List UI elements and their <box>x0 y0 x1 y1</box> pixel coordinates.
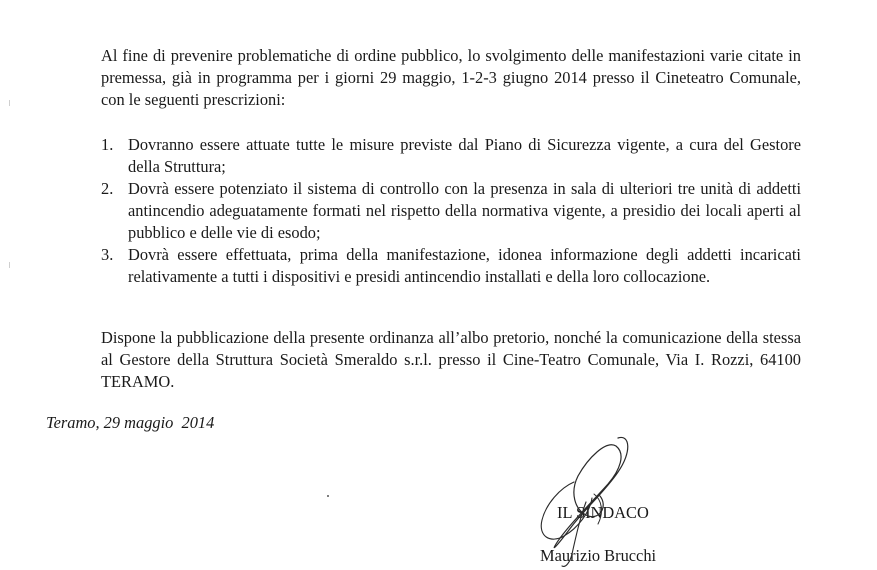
list-item-text: Dovrà essere potenziato il sistema di controllo con la presenza in sala di ulteriori tre unità di addetti antincendio adeguatamente formati nel rispetto della normativa vigente, a presidio dei locali aperti al pubblico e delle vie di esodo; <box>128 179 801 242</box>
list-item-number: 1. <box>101 135 114 154</box>
list-item <box>101 244 801 288</box>
signatory-title: IL SINDACO <box>557 503 649 522</box>
list-item-number: 2. <box>101 179 114 198</box>
scan-edge-mark <box>9 262 10 268</box>
intro-paragraph: Al fine di prevenire problematiche di ordine pubblico, lo svolgimento delle manifestazioni varie citate in premessa, già in programma per i giorni 29 maggio, 1-2-3 giugno 2014 presso il Cineteatro Comunale, con le seguenti prescrizioni: <box>101 46 801 109</box>
list-item-text: Dovranno essere attuate tutte le misure previste dal Piano di Sicurezza vigente, a cura del Gestore della Struttura; <box>128 135 801 176</box>
list-item <box>101 134 801 178</box>
date-line: Teramo, 29 maggio 2014 <box>46 413 215 432</box>
scan-speck <box>327 495 329 497</box>
list-item-text: Dovrà essere effettuata, prima della manifestazione, idonea informazione degli addetti incaricati relativamente a tutti i dispositivi e presidi antincendio installati e della loro collocazione. <box>128 245 801 286</box>
scan-edge-mark <box>9 100 10 106</box>
list-item-number: 3. <box>101 245 114 264</box>
signatory-name: Maurizio Brucchi <box>540 546 657 565</box>
list-item <box>101 178 801 244</box>
prescriptions-list <box>101 134 801 288</box>
handwritten-signature <box>520 432 660 570</box>
disposition-paragraph: Dispone la pubblicazione della presente ordinanza all’albo pretorio, nonché la comunicazione della stessa al Gestore della Struttura Società Smeraldo s.r.l. presso il Cine-Teatro Comunale, Via I. Rozzi, 64100 TERAMO. <box>101 328 801 391</box>
